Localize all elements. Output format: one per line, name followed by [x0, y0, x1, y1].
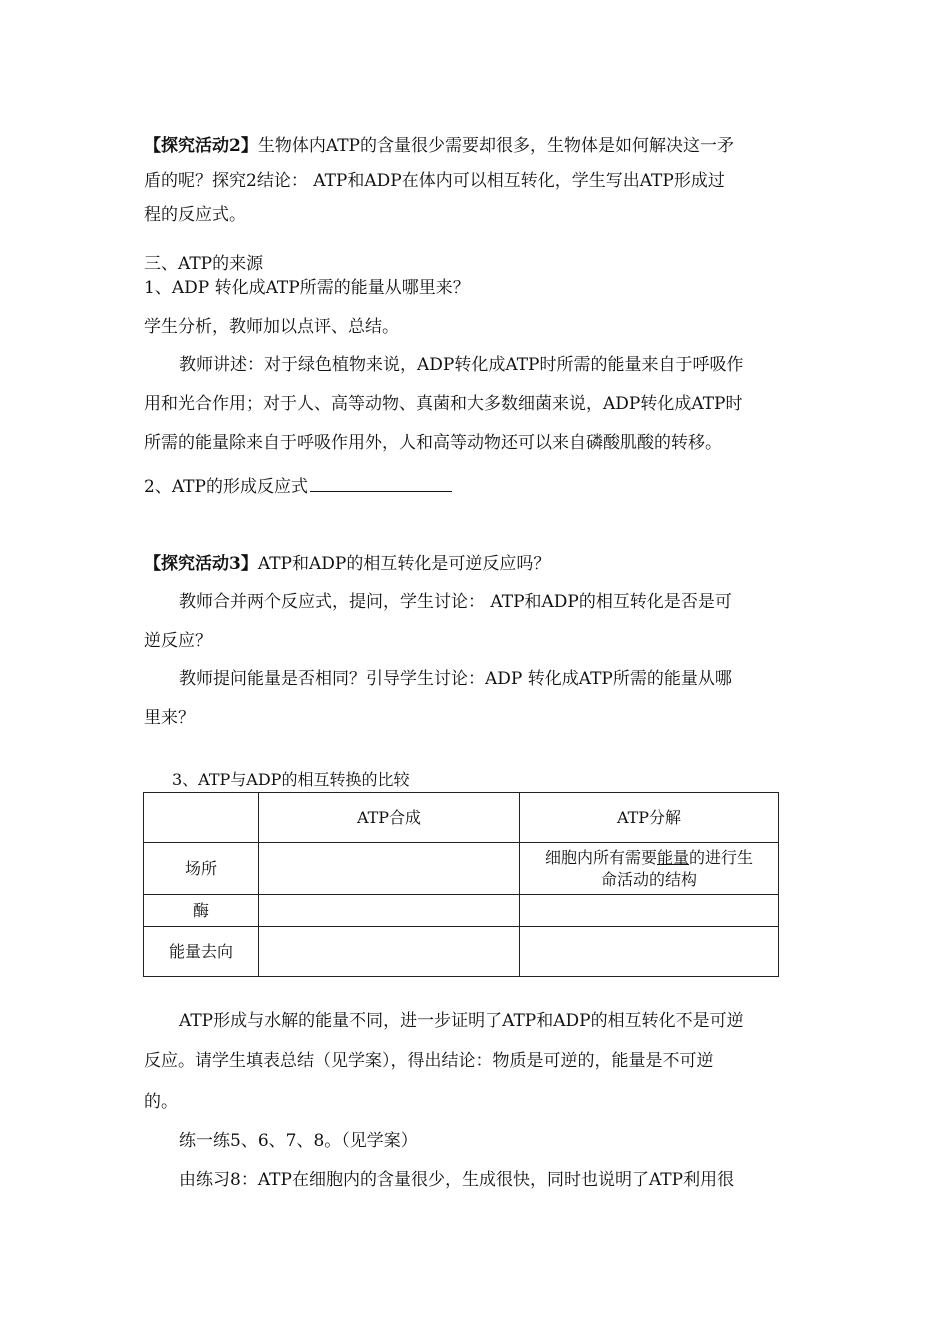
- table-row: [144, 895, 779, 927]
- activity3-title: ATP和ADP的相互转化是可逆反应吗？: [257, 554, 551, 574]
- conclusion-line1: ATP形成与水解的能量不同，进一步证明了ATP和ADP的相互转化不是可逆: [179, 1011, 744, 1031]
- activity2-text1: 生物体内ATP的含量很少需要却很多，生物体是如何解决这一矛: [257, 136, 734, 156]
- table-caption: 3、ATP与ADP的相互转换的比较: [172, 770, 410, 789]
- row-label-energy: 能量去向: [144, 927, 259, 977]
- section3-lecture-line3: 所需的能量除来自于呼吸作用外，人和高等动物还可以来自磷酸肌酸的转移。: [144, 433, 722, 453]
- table-row: [144, 843, 779, 895]
- activity2-line3: 程的反应式。: [144, 205, 246, 225]
- cell-location-synthesis[interactable]: [259, 843, 520, 895]
- activity2-line2: 盾的呢？探究2结论： ATP和ADP在体内可以相互转化，学生写出ATP形成过: [144, 171, 725, 191]
- decomp-text-underlined: 能量: [656, 847, 689, 867]
- section3-heading: 三、ATP的来源: [144, 254, 264, 274]
- cell-energy-synthesis[interactable]: [259, 927, 520, 977]
- section3-question2: [144, 472, 452, 497]
- row-label-location: 场所: [144, 843, 259, 895]
- table-row: [144, 927, 779, 977]
- cell-enzyme-synthesis[interactable]: [259, 895, 520, 927]
- conclusion-line2: 反应。请学生填表总结（见学案），得出结论：物质是可逆的，能量是不可逆: [144, 1051, 714, 1071]
- section3-lecture-line1: 教师讲述：对于绿色植物来说，ADP转化成ATP时所需的能量来自于呼吸作: [179, 355, 744, 375]
- conclusion-line3: 的。: [144, 1092, 178, 1112]
- activity3-para1-line2: 逆反应？: [144, 631, 212, 651]
- activity2-line1: [144, 131, 734, 156]
- final-line: 由练习8：ATP在细胞内的含量很少，生成很快，同时也说明了ATP利用很: [179, 1170, 735, 1190]
- header-cell-decomposition: ATP分解: [520, 793, 779, 843]
- section3-question1: 1、ADP 转化成ATP所需的能量从哪里来？: [144, 278, 470, 298]
- activity3-title-line: [144, 549, 550, 574]
- cell-location-decomposition[interactable]: [520, 843, 779, 895]
- practice-line: 练一练5、6、7、8。（见学案）: [179, 1131, 418, 1151]
- question2-text: 2、ATP的形成反应式: [144, 477, 308, 497]
- decomp-text-pre: 细胞内所有需要: [544, 847, 657, 867]
- activity2-label: 【探究活动2】: [144, 136, 258, 156]
- cell-energy-decomposition[interactable]: [520, 927, 779, 977]
- activity3-para2-line1: 教师提问能量是否相同？引导学生讨论：ADP 转化成ATP所需的能量从哪: [179, 669, 732, 689]
- section3-lecture-line2: 用和光合作用；对于人、高等动物、真菌和大多数细菌来说，ADP转化成ATP时: [144, 394, 743, 414]
- decomp-text-post: 的进行生: [689, 847, 754, 867]
- section3-analysis: 学生分析，教师加以点评、总结。: [144, 317, 399, 337]
- comparison-table: [143, 792, 779, 977]
- decomp-text-line2: 命活动的结构: [600, 869, 697, 889]
- table-header-row: [144, 793, 779, 843]
- activity3-para1-line1: 教师合并两个反应式，提问，学生讨论： ATP和ADP的相互转化是否是可: [179, 592, 732, 612]
- activity3-para2-line2: 里来？: [144, 708, 195, 728]
- answer-blank[interactable]: [310, 477, 452, 492]
- header-cell-synthesis: ATP合成: [259, 793, 520, 843]
- cell-enzyme-decomposition[interactable]: [520, 895, 779, 927]
- header-cell-empty: [144, 793, 259, 843]
- row-label-enzyme: 酶: [144, 895, 259, 927]
- activity3-label: 【探究活动3】: [144, 554, 258, 574]
